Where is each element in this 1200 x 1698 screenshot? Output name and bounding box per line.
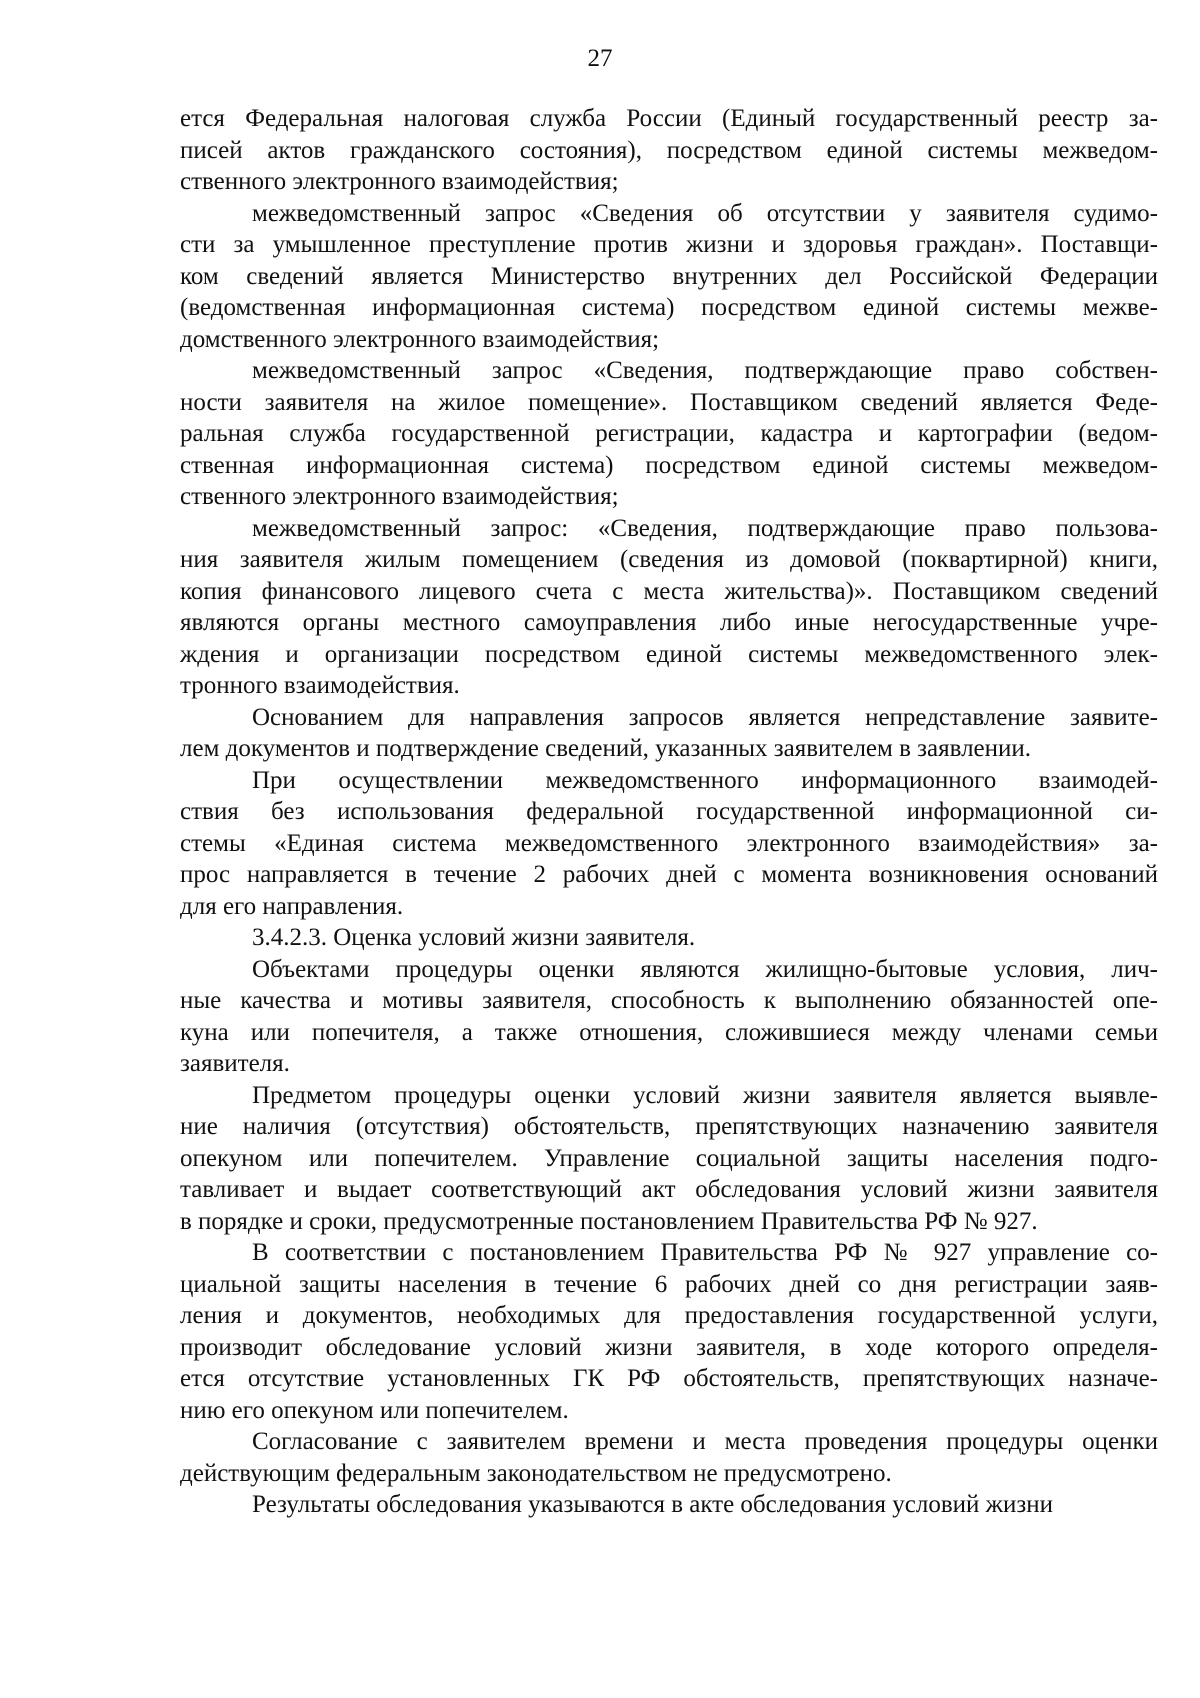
text-line: тавливает и выдает соответствующий акт обследования условий жизни заявителя bbox=[180, 1176, 1158, 1203]
text-line: ется Федеральная налоговая служба России (Единый государственный реестр за- bbox=[180, 105, 1158, 132]
text-line: ждения и организации посредством единой системы межведомственного элек- bbox=[180, 640, 1158, 668]
text-line: межведомственный запрос «Сведения, подтверждающие право собствен- bbox=[252, 357, 1158, 384]
text-line: ные качества и мотивы заявителя, способность к выполнению обязанностей опе- bbox=[180, 987, 1158, 1014]
text-line: 3.4.2.3. Оценка условий жизни заявителя. bbox=[252, 924, 696, 951]
text-line: прос направляется в течение 2 рабочих дней с момента возникновения оснований bbox=[180, 861, 1158, 888]
document-body bbox=[180, 103, 1158, 1521]
text-line: ния заявителя жилым помещением (сведения из домовой (поквартирной) книги, bbox=[180, 546, 1158, 573]
text-line: сти за умышленное преступление против жизни и здоровья граждан». Поставщи- bbox=[180, 231, 1158, 258]
text-line: производит обследование условий жизни заявителя, в ходе которого определя- bbox=[180, 1333, 1158, 1361]
text-line: ком сведений является Министерство внутренних дел Российской Федерации bbox=[180, 262, 1158, 290]
text-line: (ведомственная информационная система) посредством единой системы межве- bbox=[180, 294, 1158, 321]
paragraph bbox=[180, 954, 1158, 1080]
text-line: Результаты обследования указываются в акте обследования условий жизни bbox=[252, 1491, 1053, 1518]
text-line: ральная служба государственной регистрации, кадастра и картографии (ведом- bbox=[180, 420, 1158, 447]
text-line: стемы «Единая система межведомственного электронного взаимодействия» за- bbox=[180, 829, 1158, 857]
text-line: Основанием для направления запросов является непредставление заявите- bbox=[252, 703, 1158, 731]
paragraph bbox=[180, 1426, 1158, 1489]
text-line: ления и документов, необходимых для предоставления государственной услуги, bbox=[180, 1302, 1158, 1329]
paragraph bbox=[180, 198, 1158, 356]
text-line: ствия без использования федеральной государственной информационной си- bbox=[180, 798, 1158, 825]
text-line: заявителя. bbox=[180, 1050, 290, 1077]
text-line: Согласование с заявителем времени и места проведения процедуры оценки bbox=[252, 1428, 1158, 1455]
paragraph bbox=[180, 513, 1158, 702]
paragraph bbox=[180, 702, 1158, 765]
text-line: ется отсутствие установленных ГК РФ обстоятельств, препятствующих назначе- bbox=[180, 1365, 1158, 1392]
text-line: тронного взаимодействия. bbox=[180, 672, 460, 699]
paragraph bbox=[180, 103, 1158, 198]
text-line: Предметом процедуры оценки условий жизни заявителя является выявле- bbox=[252, 1081, 1158, 1109]
text-line: ственная информационная система) посредством единой системы межведом- bbox=[180, 451, 1158, 479]
text-line: являются органы местного самоуправления либо иные негосударственные учре- bbox=[180, 609, 1158, 636]
paragraph bbox=[180, 922, 1158, 954]
text-line: куна или попечителя, а также отношения, сложившиеся между членами семьи bbox=[180, 1018, 1158, 1046]
text-line: В соответствии с постановлением Правительства РФ № 927 управление со- bbox=[252, 1239, 1158, 1266]
text-line: для его направления. bbox=[180, 892, 404, 920]
paragraph bbox=[180, 1237, 1158, 1426]
text-line: циальной защиты населения в течение 6 рабочих дней со дня регистрации заяв- bbox=[180, 1270, 1158, 1298]
text-line: ственного электронного взаимодействия; bbox=[180, 483, 619, 510]
text-line: в порядке и сроки, предусмотренные постановлением Правительства РФ № 927. bbox=[180, 1207, 1038, 1235]
text-line: межведомственный запрос «Сведения об отсутствии у заявителя судимо- bbox=[252, 199, 1158, 227]
text-line: лем документов и подтверждение сведений, указанных заявителем в заявлении. bbox=[180, 735, 1032, 762]
page-number: 27 bbox=[587, 45, 613, 72]
paragraph bbox=[180, 1080, 1158, 1238]
text-line: домственного электронного взаимодействия; bbox=[180, 325, 660, 353]
text-line: Объектами процедуры оценки являются жилищно-бытовые условия, лич- bbox=[252, 955, 1158, 983]
text-line: ние наличия (отсутствия) обстоятельств, препятствующих назначению заявителя bbox=[180, 1113, 1158, 1140]
text-line: При осуществлении межведомственного информационного взаимодей- bbox=[252, 766, 1158, 794]
text-line: ности заявителя на жилое помещение». Поставщиком сведений является Феде- bbox=[180, 388, 1158, 416]
paragraph bbox=[180, 1489, 1158, 1521]
paragraph bbox=[180, 765, 1158, 923]
text-line: копия финансового лицевого счета с места жительства)». Поставщиком сведений bbox=[180, 577, 1158, 605]
text-line: действующим федеральным законодательством не предусмотрено. bbox=[180, 1459, 892, 1487]
text-line: писей актов гражданского состояния), посредством единой системы межведом- bbox=[180, 136, 1158, 164]
text-line: опекуном или попечителем. Управление социальной защиты населения подго- bbox=[180, 1144, 1158, 1172]
paragraph bbox=[180, 355, 1158, 513]
text-line: нию его опекуном или попечителем. bbox=[180, 1396, 569, 1424]
text-line: ственного электронного взаимодействия; bbox=[180, 168, 619, 195]
text-line: межведомственный запрос: «Сведения, подтверждающие право пользова- bbox=[252, 514, 1158, 542]
